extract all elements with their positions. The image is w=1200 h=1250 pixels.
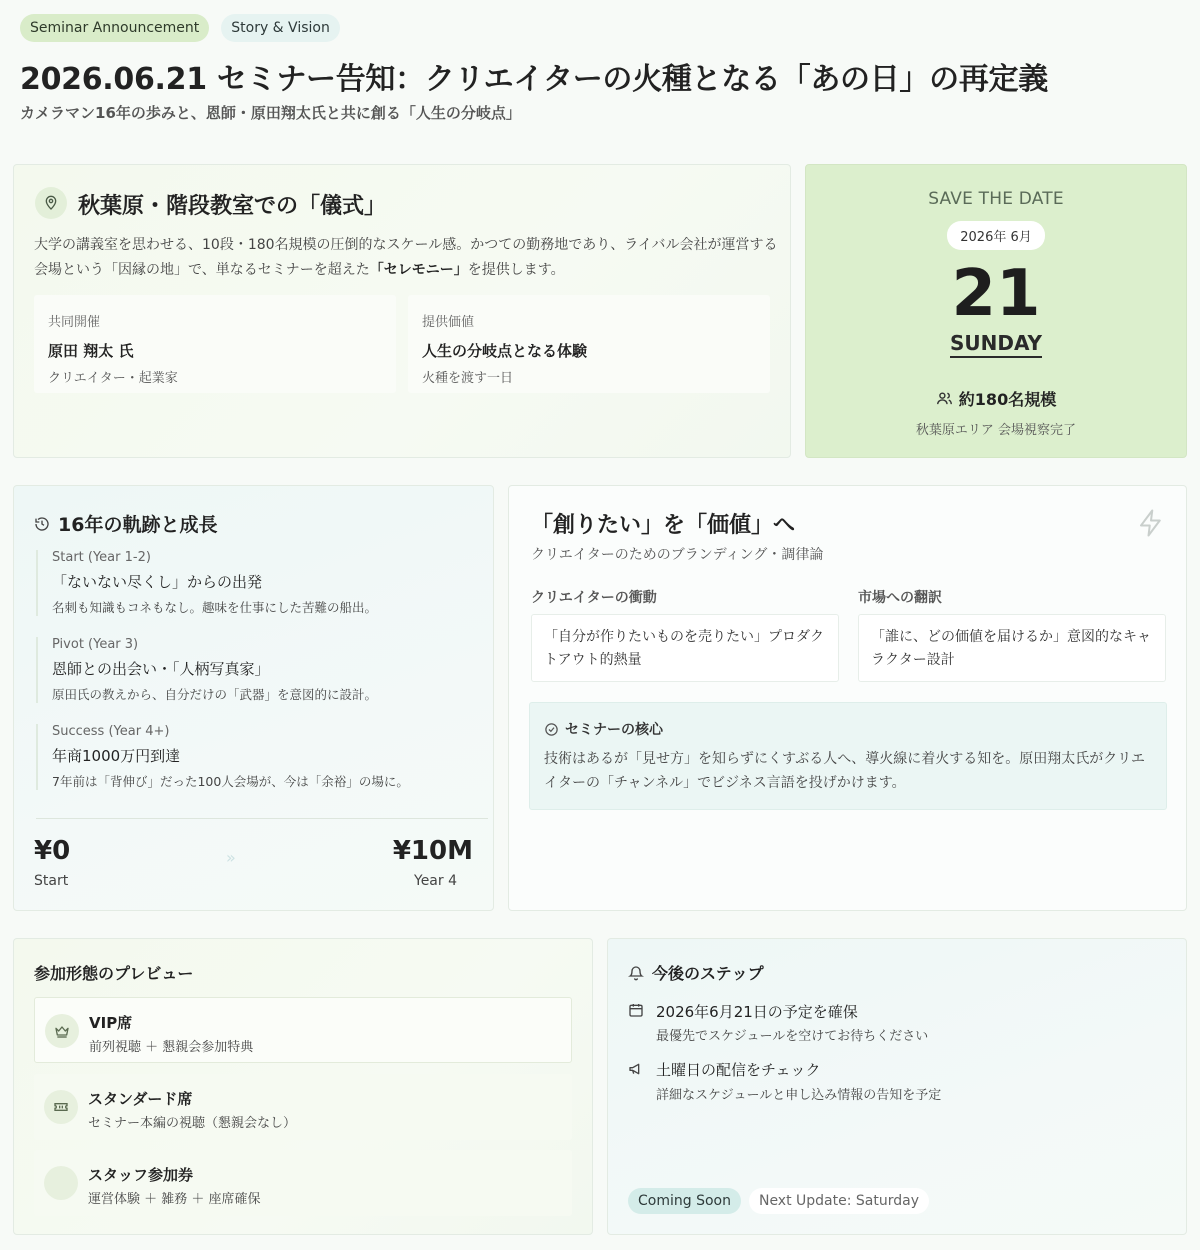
branding-card [508,485,1187,911]
seminar-core-box [529,702,1167,810]
timeline-stage: Start (Year 1-2) [52,550,151,565]
start-revenue-label: Start [34,873,69,889]
timeline-desc: 7年前は「背伸び」だった100人会場が、今は「余裕」の場に。 [52,774,409,789]
co-host-label: 共同開催 [48,315,101,330]
timeline-item [36,637,476,703]
year-month-badge: 2026年 6月 [947,221,1045,250]
participation-heading: 参加形態のプレビュー [34,964,194,983]
venue-heading: 秋葉原・階段教室での「儀式」 [78,194,387,219]
calendar-icon [628,1002,644,1018]
venue-card [13,164,791,458]
timeline-divider [36,818,488,819]
tag-seminar-announcement[interactable]: Seminar Announcement [20,14,209,42]
co-host-role: クリエイター・起業家 [48,371,178,386]
timeline-item [36,550,476,616]
timeline-item [36,724,476,790]
seminar-core-heading: セミナーの核心 [544,719,663,739]
step-title: 2026年6月21日の予定を確保 [656,1003,858,1021]
value-label: 提供価値 [422,315,475,330]
step-desc: 詳細なスケジュールと申し込み情報の告知を予定 [656,1088,942,1103]
plan-desc: セミナー本編の視聴（懇親会なし） [88,1116,297,1131]
timeline-title: 「ないない尽くし」からの出発 [52,573,263,591]
timeline-stage: Pivot (Year 3) [52,637,139,652]
history-icon [34,516,50,532]
coming-soon-badge: Coming Soon [628,1188,741,1214]
map-pin-icon [35,187,67,219]
plan-desc: 前列視聴 ＋ 懇親会参加特典 [89,1040,254,1055]
double-chevron-icon: » [226,848,234,867]
end-revenue-label: Year 4 [414,873,457,889]
timeline-desc: 名刺も知識もコネもなし。趣味を仕事にした苦難の船出。 [52,600,378,615]
timeline-stage: Success (Year 4+) [52,724,170,739]
plan-name: スタンダード席 [88,1090,193,1108]
header-tags [20,14,340,42]
timeline-card [13,485,494,911]
timeline-desc: 原田氏の教えから、自分だけの「武器」を意図的に設計。 [52,687,378,702]
megaphone-icon [628,1061,644,1077]
value-title: 人生の分岐点となる体験 [422,342,588,360]
timeline-heading: 16年の軌跡と成長 [34,510,217,537]
users-icon [936,390,953,407]
step-desc: 最優先でスケジュールを空けてお待ちください [656,1029,929,1044]
lightning-icon [1136,508,1166,538]
crown-icon [45,1014,79,1048]
page-subtitle: カメラマン16年の歩みと、恩師・原田翔太氏と共に創る「人生の分岐点」 [20,104,521,122]
branding-subheading: クリエイターのためのブランディング・調律論 [531,547,824,563]
event-weekday: SUNDAY [806,331,1186,355]
page-title: 2026.06.21 セミナー告知：クリエイターの火種となる「あの日」の再定義 [20,62,1048,97]
creator-impulse-label: クリエイターの衝動 [531,590,657,606]
next-steps-heading: 今後のステップ [628,961,764,984]
save-the-date-card [805,164,1187,458]
venue-inspection-note: 秋葉原エリア 会場視察完了 [915,423,1077,438]
step-title: 土曜日の配信をチェック [656,1061,821,1079]
status-badges [628,1188,929,1214]
save-the-date-label: SAVE THE DATE [928,189,1064,209]
branding-heading: 「創りたい」を「価値」へ [531,513,796,538]
plan-name: VIP席 [89,1014,133,1032]
participation-card [13,938,593,1235]
value-note: 火種を渡す一日 [422,371,514,386]
start-revenue: ¥0 [34,836,71,866]
tag-story-vision[interactable]: Story & Vision [221,14,340,42]
co-host-name: 原田 翔太 氏 [48,342,134,360]
plan-name: スタッフ参加券 [88,1166,194,1184]
seminar-core-text: 技術はあるが「見せ方」を知らずにくすぶる人へ、導火線に着火する知を。原田翔太氏がクリエイターの「チャンネル」でビジネス言語を投げかけます。 [544,751,1146,791]
blank-icon [44,1166,78,1200]
plan-vip[interactable] [34,997,572,1063]
end-revenue: ¥10M [392,836,473,866]
timeline-title: 年商1000万円到達 [52,747,181,765]
co-host-box [34,295,396,393]
next-steps-card [607,938,1187,1235]
value-box [408,295,770,393]
capacity: 約180名規模 [806,387,1186,410]
market-translation-label: 市場への翻訳 [858,590,942,606]
market-translation-box: 「誰に、どの価値を届けるか」意図的なキャラクター設計 [858,614,1166,682]
plan-staff[interactable] [34,1150,572,1216]
timeline-title: 恩師との出会い・「人柄写真家」 [52,660,270,678]
venue-description: 大学の講義室を思わせる、10段・180名規模の圧倒的なスケール感。かつての勤務地であり、ライバル会社が運営する会場という「因縁の地」で、単なるセミナーを超えた「セレモニー」を提供します。 [34,237,778,278]
check-circle-icon [544,722,559,737]
next-update-badge: Next Update: Saturday [749,1188,929,1214]
plan-standard[interactable] [34,1074,572,1140]
plan-desc: 運営体験 ＋ 雑務 ＋ 座席確保 [88,1192,261,1207]
bell-icon [628,965,644,981]
creator-impulse-box: 「自分が作りたいものを売りたい」プロダクトアウト的熱量 [531,614,839,682]
ticket-icon [44,1090,78,1124]
event-day: 21 [951,257,1041,331]
